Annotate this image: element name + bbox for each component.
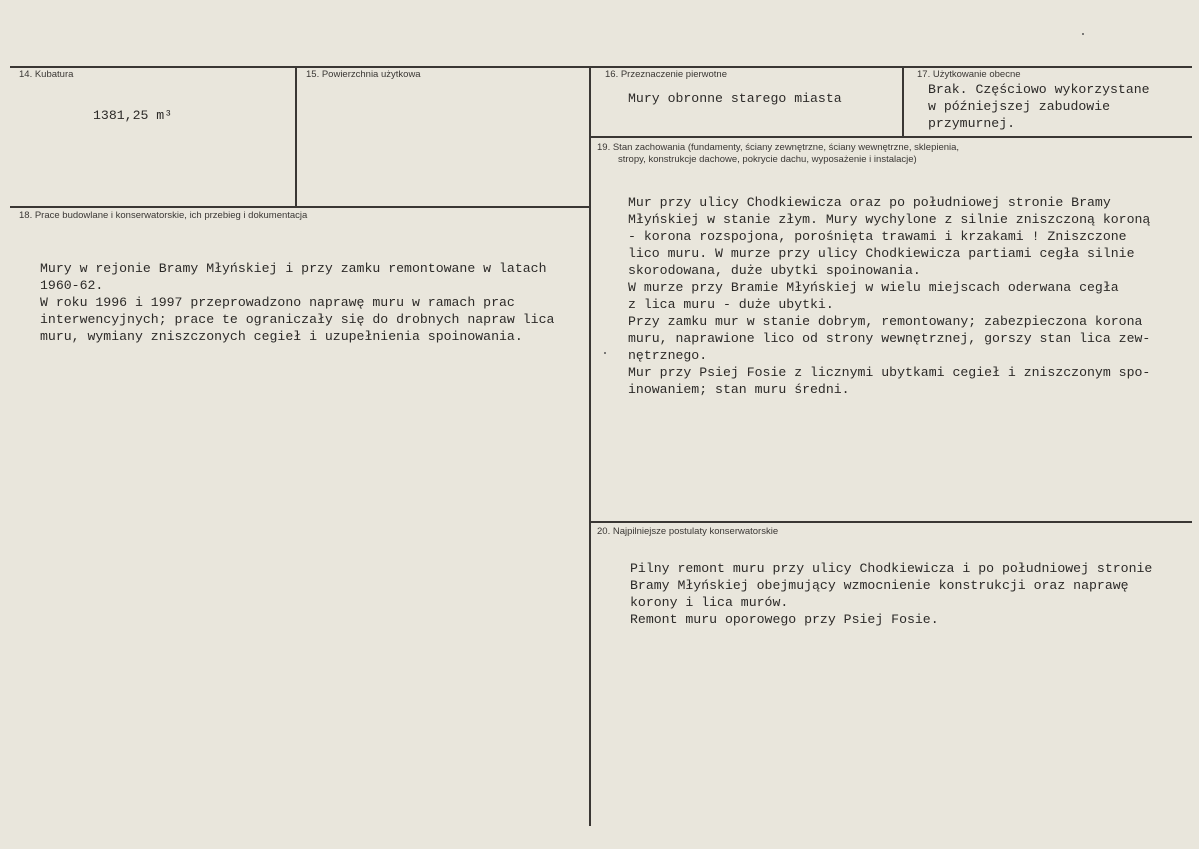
rule-under-15 [10, 206, 590, 208]
field-20-text [630, 560, 1152, 628]
field-20-label: 20. Najpilniejsze postulaty konserwatorskie [597, 526, 779, 537]
paper-speck [604, 352, 606, 354]
field-17-label: 17. Użytkowanie obecne [917, 69, 1021, 80]
field-18-line: 1960-62. [40, 278, 104, 293]
field-17-text [928, 81, 1150, 132]
field-19-line: muru, naprawione lico od strony wewnętrznej, gorszy stan lica zew- [628, 331, 1151, 346]
field-20-line: Bramy Młyńskiej obejmujący wzmocnienie konstrukcji oraz naprawę [630, 578, 1129, 593]
center-divider [589, 66, 591, 826]
field-18-line: muru, wymiany zniszczonych cegieł i uzupełnienia spoinowania. [40, 329, 523, 344]
field-19-line: z lica muru - duże ubytki. [628, 297, 834, 312]
divider-16-17 [902, 66, 904, 136]
rule-under-16-17 [590, 136, 1192, 138]
paper-speck [1082, 33, 1084, 35]
field-19-line: Mur przy Psiej Fosie z licznymi ubytkami cegieł i zniszczonym spo- [628, 365, 1151, 380]
field-19-label [597, 142, 959, 166]
field-19-line: - korona rozspojona, porośnięta trawami i krzakami ! Zniszczone [628, 229, 1127, 244]
top-rule [10, 66, 1192, 68]
field-16-label: 16. Przeznaczenie pierwotne [605, 69, 727, 80]
field-19-line: Mur przy ulicy Chodkiewicza oraz po południowej stronie Bramy [628, 195, 1111, 210]
field-18-line: W roku 1996 i 1997 przeprowadzono naprawę muru w ramach prac [40, 295, 515, 310]
field-19-line: inowaniem; stan muru średni. [628, 382, 850, 397]
field-17-line: przymurnej. [928, 116, 1016, 131]
field-18-line: Mury w rejonie Bramy Młyńskiej i przy zamku remontowane w latach [40, 261, 547, 276]
field-20-line: Pilny remont muru przy ulicy Chodkiewicza i po południowej stronie [630, 561, 1153, 576]
field-19-label-line: 19. Stan zachowania (fundamenty, ściany zewnętrzne, ściany wewnętrzne, sklepienia, [597, 142, 960, 153]
field-19-text [628, 194, 1150, 398]
rule-above-20 [590, 521, 1192, 523]
field-16-value: Mury obronne starego miasta [628, 91, 842, 106]
field-17-line: Brak. Częściowo wykorzystane [928, 82, 1150, 97]
field-19-line: Młyńskiej w stanie złym. Mury wychylone z silnie zniszczoną koroną [628, 212, 1151, 227]
field-18-line: interwencyjnych; prace te ograniczały się do drobnych napraw lica [40, 312, 555, 327]
field-19-line: nętrznego. [628, 348, 708, 363]
field-20-line: Remont muru oporowego przy Psiej Fosie. [630, 612, 939, 627]
field-15-label: 15. Powierzchnia użytkowa [306, 69, 421, 80]
field-14-label: 14. Kubatura [19, 69, 74, 80]
field-14-value: 1381,25 m³ [93, 108, 173, 123]
field-19-line: skorodowana, duże ubytki spoinowania. [628, 263, 921, 278]
field-17-line: w późniejszej zabudowie [928, 99, 1111, 114]
field-19-line: lico muru. W murze przy ulicy Chodkiewicza partiami cegła silnie [628, 246, 1135, 261]
field-19-line: Przy zamku mur w stanie dobrym, remontowany; zabezpieczona korona [628, 314, 1143, 329]
field-18-text [40, 260, 554, 345]
field-19-line: W murze przy Bramie Młyńskiej w wielu miejscach oderwana cegła [628, 280, 1119, 295]
divider-14-15 [295, 66, 297, 206]
field-18-label: 18. Prace budowlane i konserwatorskie, ich przebieg i dokumentacja [19, 210, 308, 221]
field-20-line: korony i lica murów. [630, 595, 789, 610]
field-19-label-line: stropy, konstrukcje dachowe, pokrycie dachu, wyposażenie i instalacje) [618, 154, 917, 165]
